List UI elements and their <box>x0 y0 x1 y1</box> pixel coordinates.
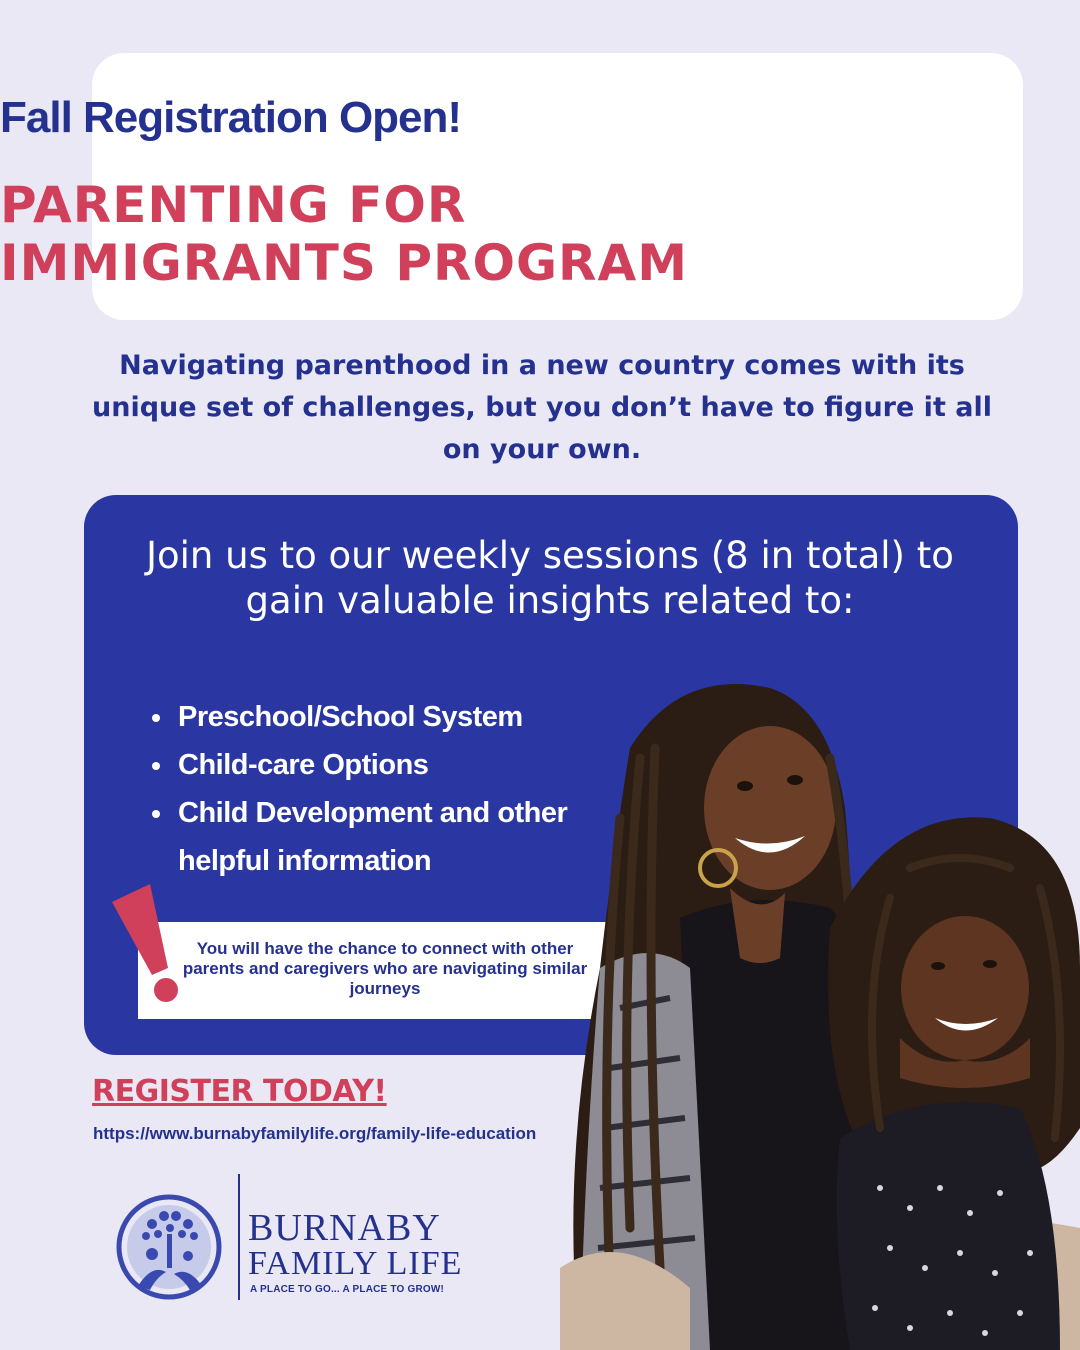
logo-name-line-1: BURNABY <box>248 1207 441 1249</box>
exclamation-icon <box>108 880 188 1005</box>
bullet-icon <box>152 714 160 722</box>
program-title <box>0 176 1080 292</box>
logo-tagline: A PLACE TO GO... A PLACE TO GROW! <box>250 1284 445 1295</box>
program-title-line-1: PARENTING FOR <box>0 176 467 234</box>
topic-label: Child Development and other helpful information <box>178 797 568 877</box>
headline: Fall Registration Open! <box>0 93 462 142</box>
note-text: You will have the chance to connect with other parents and caregivers who are navigating similar journeys <box>182 939 588 998</box>
mother-daughter-photo <box>560 668 1080 1350</box>
topic-label: Child-care Options <box>178 749 429 781</box>
topic-item <box>150 741 620 789</box>
topic-list <box>150 693 620 885</box>
family-tree-icon <box>116 1194 222 1300</box>
registration-link[interactable]: https://www.burnabyfamilylife.org/family-life-education <box>93 1124 537 1143</box>
bullet-icon <box>152 810 160 818</box>
register-today-heading: REGISTER TODAY! <box>92 1074 387 1109</box>
topic-item <box>150 789 620 885</box>
topic-label: Preschool/School System <box>178 701 523 733</box>
logo-name-line-2: FAMILY LIFE <box>248 1245 463 1282</box>
sessions-description: Join us to our weekly sessions (8 in total) to gain valuable insights related to: <box>146 534 954 622</box>
logo-divider <box>238 1174 240 1300</box>
intro-text: Navigating parenthood in a new country comes with its unique set of challenges, but you don’t have to figure it all on your own. <box>92 350 992 465</box>
topic-item <box>150 693 620 741</box>
burnaby-family-life-logo <box>116 1172 476 1302</box>
program-title-line-2: IMMIGRANTS PROGRAM <box>0 234 688 292</box>
bullet-icon <box>152 762 160 770</box>
